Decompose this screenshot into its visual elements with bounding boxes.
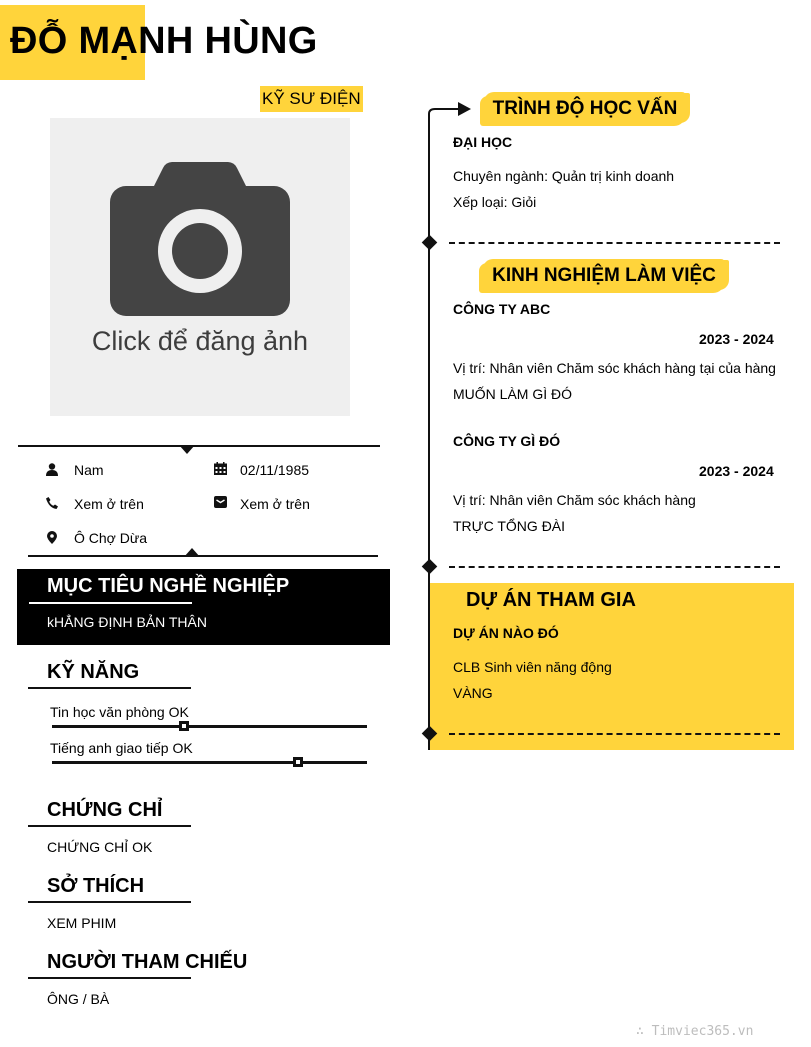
skill-track [52,761,367,764]
timeline-marker [422,235,438,251]
birthday-value[interactable]: 02/11/1985 [240,462,310,478]
address-value[interactable]: Ô Chợ Dừa [74,530,148,546]
phone-icon [45,496,59,510]
timeline-line [428,116,430,750]
user-icon [45,462,59,476]
job-detail[interactable]: MUỐN LÀM GÌ ĐÓ [453,386,573,402]
job-position[interactable]: Vị trí: Nhân viên Chăm sóc khách hàng tại của hàng [453,360,776,376]
project-org[interactable]: CLB Sinh viên năng động [453,659,612,675]
section-divider [449,733,780,735]
objective-underline [29,602,192,604]
calendar-icon [213,461,227,475]
job-position[interactable]: Vị trí: Nhân viên Chăm sóc khách hàng [453,492,696,508]
job-period[interactable]: 2023 - 2024 [699,463,774,479]
experience-title[interactable]: KINH NGHIỆM LÀM VIỆC [483,259,725,293]
references-text[interactable]: ÔNG / BÀ [47,991,110,1007]
project-role[interactable]: VÀNG [453,685,493,701]
skills-title[interactable]: KỸ NĂNG [47,661,140,683]
job-title[interactable]: KỸ SƯ ĐIỆN [260,86,363,112]
objective-text[interactable]: kHẲNG ĐỊNH BẢN THÂN [47,614,207,630]
objective-section [17,569,390,645]
skill-level-handle[interactable] [293,757,303,767]
candidate-name[interactable]: ĐỖ MẠNH HÙNG [10,20,318,62]
hobbies-underline [28,901,191,903]
education-major[interactable]: Chuyên ngành: Quản trị kinh doanh [453,168,675,184]
hobbies-title[interactable]: SỞ THÍCH [47,875,145,897]
section-divider [449,566,780,568]
email-icon [213,495,227,509]
education-school[interactable]: ĐẠI HỌC [453,134,513,150]
job-company[interactable]: CÔNG TY GÌ ĐÓ [453,433,561,449]
skills-underline [28,687,191,689]
skill-track [52,725,367,728]
certificates-text[interactable]: CHỨNG CHỈ OK [47,839,153,855]
info-divider-top [18,445,380,447]
education-title[interactable]: TRÌNH ĐỘ HỌC VẤN [484,92,686,126]
education-grade[interactable]: Xếp loại: Giỏi [453,194,537,210]
certificates-title[interactable]: CHỨNG CHỈ [47,799,163,821]
photo-upload[interactable] [50,118,350,416]
watermark: ∴ Timviec365.vn [636,1024,754,1039]
references-underline [28,977,191,979]
location-icon [45,530,59,544]
certificates-underline [28,825,191,827]
section-divider [449,242,780,244]
photo-caption: Click để đăng ảnh [91,326,309,356]
project-name[interactable]: DỰ ÁN NÀO ĐÓ [453,625,559,641]
hobbies-text[interactable]: XEM PHIM [47,915,117,931]
gender-value[interactable]: Nam [74,462,104,478]
info-divider-bottom [28,555,378,557]
references-title[interactable]: NGƯỜI THAM CHIẾU [47,951,248,973]
skill-level-handle[interactable] [179,721,189,731]
objective-title[interactable]: MỤC TIÊU NGHỀ NGHIỆP [47,575,290,597]
camera-icon [110,160,290,318]
projects-title[interactable]: DỰ ÁN THAM GIA [466,589,636,611]
job-company[interactable]: CÔNG TY ABC [453,301,551,317]
arrow-right-icon [428,100,472,120]
skill-label[interactable]: Tin học văn phòng OK [50,704,189,720]
skill-label[interactable]: Tiếng anh giao tiếp OK [50,740,193,756]
timeline-marker [422,559,438,575]
caret-up-icon [184,548,200,557]
caret-down-icon [179,445,195,455]
job-detail[interactable]: TRỰC TỔNG ĐÀI [453,518,566,534]
job-period[interactable]: 2023 - 2024 [699,331,774,347]
phone-value[interactable]: Xem ở trên [74,496,144,512]
email-value[interactable]: Xem ở trên [240,496,310,512]
